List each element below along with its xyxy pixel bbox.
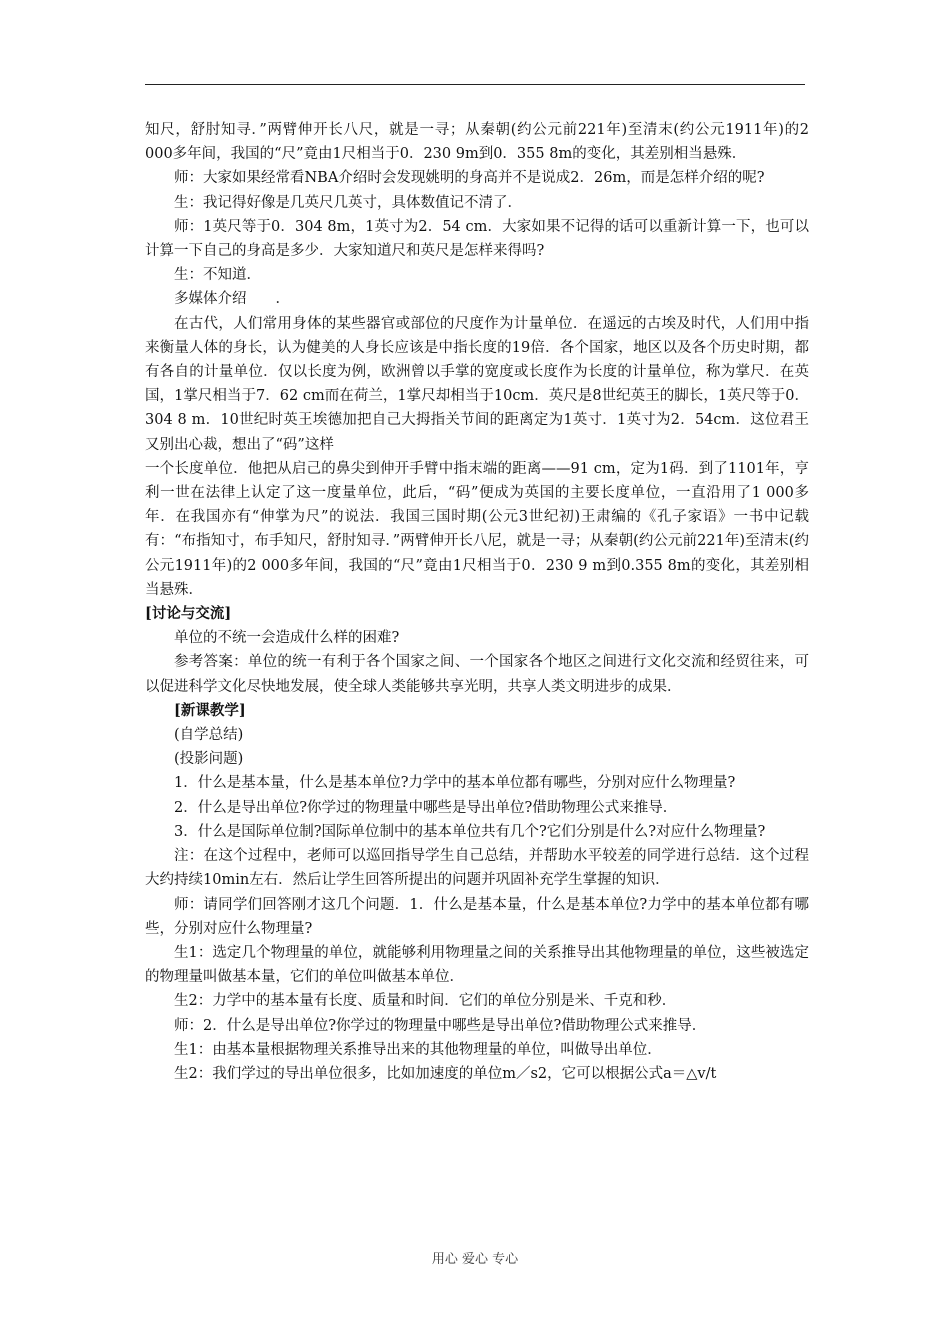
- paragraph: 注：在这个过程中，老师可以巡回指导学生自己总结，并帮助水平较差的同学进行总结．这个过程大约持续10min左右．然后让学生回答所提出的问题并巩固补充学生掌握的知识．: [145, 848, 809, 889]
- paragraph: 1．什么是基本量，什么是基本单位?力学中的基本单位都有哪些，分别对应什么物理量?: [174, 775, 736, 792]
- paragraph: 师：请同学们回答刚才这几个问题．1．什么是基本量，什么是基本单位?力学中的基本单位都有哪些，分别对应什么物理量?: [145, 896, 809, 937]
- paragraph: 生1：选定几个物理量的单位，就能够利用物理量之间的关系推导出其他物理量的单位，这些被选定的物理量叫做基本量，它们的单位叫做基本单位．: [145, 944, 809, 986]
- paragraph: 生2：力学中的基本量有长度、质量和时间．它们的单位分别是米、千克和秒．: [174, 993, 677, 1010]
- paragraph: 参考答案：单位的统一有利于各个国家之间、一个国家各个地区之间进行文化交流和经贸往来，可以促进科学文化尽快地发展，使全球人类能够共享光明，共享人类文明进步的成果．: [145, 654, 809, 695]
- section-heading: [讨论与交流]: [145, 605, 232, 623]
- paragraph: 师：1英尺等于0．304 8m，1英寸为2．54 cm．大家如果不记得的话可以重新计算一下，也可以计算一下自己的身高是多少．大家知道尺和英尺是怎样来得吗?: [145, 218, 809, 260]
- paragraph: 一个长度单位．他把从启己的鼻尖到伸开手臂中指末端的距离——91 cm，定为1码．到了1101年，亨利一世在法律上认定了这一度量单位，此后，“码”便成为英国的主要长度单位，一直沿用了1 000多年．在我国亦有“伸掌为尺”的说法．我国三国时期(公元3世纪初)王肃编的《孔子家语》一书中记载有：“布指知寸，布手知尺，舒肘知寻．”两臂伸开长八尼，就是一寻；从秦朝(约公元前221年)至清末(约公元1911年)的2 000多年间，我国的“尺”竟由1尺相当于0．230 9 m到0.355 8m的变化，其差别相当悬殊．: [145, 460, 810, 598]
- paragraph: 知尺，舒肘知寻．”两臂伸开长八尺，就是一寻；从秦朝(约公元前221年)至清末(约公元1911年)的2 000多年间，我国的“尺”竟由1尺相当于0．230 9m到0．355 8m的变化，其差别相当悬殊．: [145, 122, 809, 163]
- paragraph: 师：大家如果经常看NBA介绍时会发现姚明的身高并不是说成2．26m，而是怎样介绍的呢?: [174, 170, 765, 187]
- paragraph: 生1：由基本量根据物理关系推导出来的其他物理量的单位，叫做导出单位．: [174, 1041, 662, 1058]
- paragraph: 在古代，人们常用身体的某些器官或部位的尺度作为计量单位．在遥远的古埃及时代，人们用中指来衡量人体的身长，认为健美的人身长应该是中指长度的19倍．各个国家，地区以及各个历史时期，都有各自的计量单位．仅以长度为例，欧洲曾以手掌的宽度或长度作为长度的计量单位，称为掌尺．在英国，1掌尺相当于7．62 cm而在荷兰，1掌尺却相当于10cm．英尺是8世纪英王的脚长，1英尺等于0．304 8 m．10世纪时英王埃德加把自己大拇指关节间的距离定为1英寸．1英寸为2．54cm．这位君王又别出心裁，想出了“码”这样: [145, 315, 809, 453]
- page-footer: 用心 爱心 专心: [431, 1252, 519, 1267]
- paragraph: 单位的不统一会造成什么样的困难?: [174, 630, 400, 647]
- paragraph: (自学总结): [174, 727, 244, 744]
- header-rule: [145, 84, 805, 85]
- paragraph: 多媒体介绍 ．: [174, 291, 290, 308]
- paragraph: 师：2．什么是导出单位?你学过的物理量中哪些是导出单位?借助物理公式来推导．: [174, 1017, 707, 1034]
- paragraph: (投影问题): [174, 751, 244, 768]
- paragraph: 生：不知道．: [174, 267, 261, 284]
- document-body: [145, 118, 809, 1086]
- paragraph: 3．什么是国际单位制?国际单位制中的基本单位共有几个?它们分别是什么?对应什么物理量?: [174, 823, 766, 840]
- paragraph: 生：我记得好像是几英尺几英寸，具体数值记不清了．: [174, 194, 522, 211]
- section-heading: [新课教学]: [174, 701, 246, 719]
- paragraph: 生2：我们学过的导出单位很多，比如加速度的单位m／s2，它可以根据公式a＝△v/t: [174, 1065, 717, 1082]
- paragraph: 2．什么是导出单位?你学过的物理量中哪些是导出单位?借助物理公式来推导．: [174, 799, 678, 816]
